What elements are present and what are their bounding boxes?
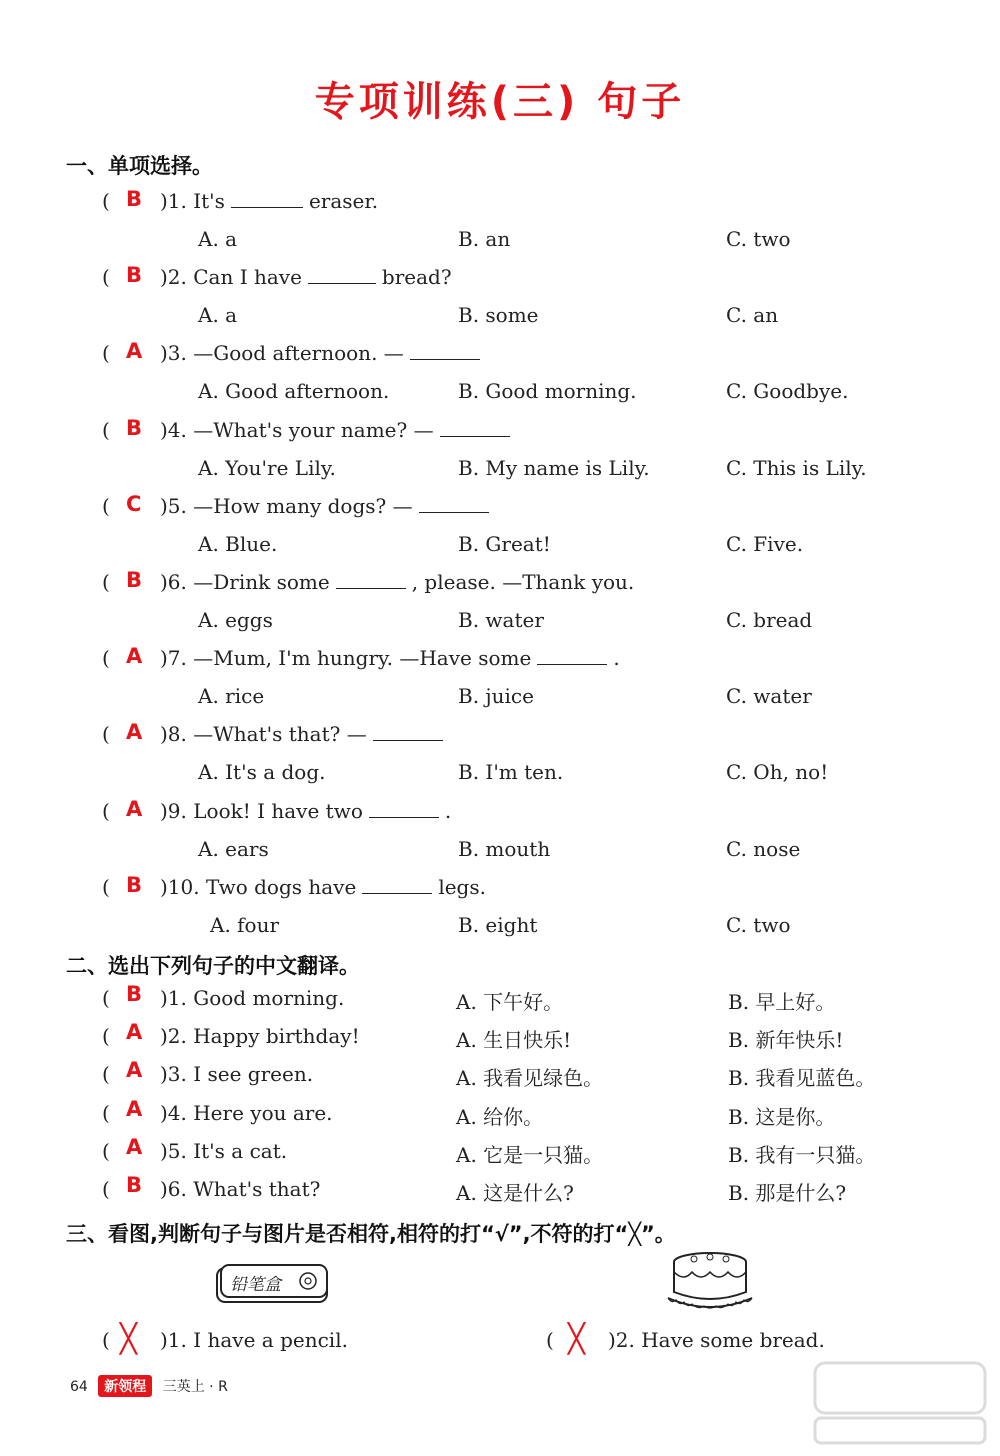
- question-row: [0, 490, 1000, 526]
- translation-row: [0, 1097, 1000, 1133]
- question-text: [160, 494, 495, 518]
- pencil-box-image: [214, 1262, 332, 1310]
- paren-open: (: [102, 646, 110, 670]
- option-b: B. My name is Lily.: [458, 456, 650, 480]
- answer-blank: [410, 341, 480, 360]
- option-b: B. 我看见蓝色。: [728, 1066, 876, 1090]
- section-2-heading: 二、选出下列句子的中文翻译。: [66, 954, 360, 978]
- option-a: A. You're Lily.: [198, 456, 336, 480]
- paren-open: (: [102, 494, 110, 518]
- answer-blank: [369, 799, 439, 818]
- question-prefix: )9. Look! I have two: [160, 799, 363, 823]
- translation-row: [0, 1135, 1000, 1171]
- option-a: A. Blue.: [198, 532, 278, 556]
- option-b: B. juice: [458, 684, 534, 708]
- question-text: [160, 189, 378, 213]
- answer-letter: A: [126, 339, 143, 363]
- option-a: A. 给你。: [456, 1105, 544, 1129]
- paren-open: (: [102, 189, 110, 213]
- question-prefix: )3. —Good afternoon. —: [160, 341, 404, 365]
- options-row: [0, 756, 1000, 792]
- option-a: A. ears: [198, 837, 269, 861]
- question-prefix: )10. Two dogs have: [160, 875, 357, 899]
- option-b: B. 早上好。: [728, 990, 836, 1014]
- options-row: [0, 680, 1000, 716]
- answer-letter: B: [126, 1173, 143, 1197]
- translation-row: [0, 1058, 1000, 1094]
- paren-open: (: [102, 1139, 110, 1163]
- option-b: B. some: [458, 303, 539, 327]
- question-row: [0, 185, 1000, 221]
- option-b: B. I'm ten.: [458, 760, 564, 784]
- question-prefix: )7. —Mum, I'm hungry. —Have some: [160, 646, 532, 670]
- answer-blank: [308, 265, 376, 284]
- option-a: A. 它是一只猫。: [456, 1143, 604, 1167]
- option-c: C. Oh, no!: [726, 760, 829, 784]
- question-text: )2. Happy birthday!: [160, 1024, 360, 1048]
- option-b: B. an: [458, 227, 511, 251]
- option-b: B. eight: [458, 913, 538, 937]
- option-a: A. Good afternoon.: [198, 379, 390, 403]
- options-row: [0, 375, 1000, 411]
- answer-letter: B: [126, 982, 143, 1006]
- option-a: A. It's a dog.: [198, 760, 326, 784]
- question-suffix: bread?: [381, 265, 452, 289]
- question-prefix: )8. —What's that? —: [160, 722, 367, 746]
- question-text: [160, 418, 516, 442]
- answer-letter: A: [126, 1097, 143, 1121]
- question-prefix: )5. —How many dogs? —: [160, 494, 413, 518]
- paren-open: (: [102, 1328, 110, 1352]
- option-c: C. nose: [726, 837, 801, 861]
- paren-open: (: [102, 265, 110, 289]
- answer-letter: C: [126, 492, 142, 516]
- options-row: [0, 223, 1000, 259]
- question-text: [160, 265, 452, 289]
- option-c: C. two: [726, 227, 791, 251]
- paren-open: (: [102, 799, 110, 823]
- question-text: [160, 799, 451, 823]
- option-c: C. water: [726, 684, 812, 708]
- question-row: [0, 337, 1000, 373]
- option-b: B. 我有一只猫。: [728, 1143, 876, 1167]
- brand-logo: 新领程: [98, 1375, 152, 1397]
- answer-letter: A: [126, 1058, 143, 1082]
- option-c: C. an: [726, 303, 779, 327]
- paren-open: (: [102, 341, 110, 365]
- question-text: [160, 570, 634, 594]
- page-number: 64: [70, 1379, 88, 1395]
- option-b: B. 这是你。: [728, 1105, 836, 1129]
- answer-blank: [373, 722, 443, 741]
- question-text: [160, 646, 620, 670]
- paren-open: (: [102, 418, 110, 442]
- option-b: B. Good morning.: [458, 379, 637, 403]
- question-suffix: .: [613, 646, 620, 670]
- question-suffix: eraser.: [308, 189, 379, 213]
- page-title: 专项训练(三) 句子: [314, 79, 686, 125]
- answer-blank: [336, 570, 406, 589]
- question-row: [0, 795, 1000, 831]
- paren-open: (: [102, 570, 110, 594]
- options-row: [0, 299, 1000, 335]
- paren-open: (: [102, 1177, 110, 1201]
- paren-open: (: [102, 986, 110, 1010]
- question-row: [0, 261, 1000, 297]
- question-text: [160, 341, 486, 365]
- question-text: )2. Have some bread.: [608, 1328, 825, 1352]
- answer-letter: B: [126, 568, 143, 592]
- section-3-item-2: [0, 1324, 1000, 1360]
- answer-letter: A: [126, 797, 143, 821]
- option-c: C. two: [726, 913, 791, 937]
- question-text: )1. I have a pencil.: [160, 1328, 348, 1352]
- options-row: [0, 452, 1000, 488]
- question-prefix: )4. —What's your name? —: [160, 418, 434, 442]
- option-a: A. a: [198, 227, 238, 251]
- translation-row: [0, 1020, 1000, 1056]
- options-row: [0, 604, 1000, 640]
- question-row: [0, 414, 1000, 450]
- answer-letter: B: [126, 263, 143, 287]
- option-a: A. rice: [198, 684, 265, 708]
- answer-blank: [231, 189, 303, 208]
- question-text: )3. I see green.: [160, 1062, 314, 1086]
- pencil-box-label: 铅笔盒: [230, 1275, 281, 1295]
- question-prefix: )6. —Drink some: [160, 570, 330, 594]
- answer-letter: A: [126, 720, 143, 744]
- answer-letter: A: [126, 644, 143, 668]
- option-c: C. Five.: [726, 532, 804, 556]
- options-row: [0, 833, 1000, 869]
- paren-open: (: [102, 1024, 110, 1048]
- question-text: [160, 722, 449, 746]
- answer-mark: ╳: [568, 1322, 585, 1355]
- translation-row: [0, 982, 1000, 1018]
- paren-open: (: [102, 722, 110, 746]
- question-row: [0, 871, 1000, 907]
- footer: [70, 1375, 228, 1397]
- question-suffix: .: [444, 799, 452, 823]
- answer-blank: [440, 418, 510, 437]
- answer-blank: [419, 494, 489, 513]
- answer-letter: B: [126, 873, 143, 897]
- question-text: )1. Good morning.: [160, 986, 345, 1010]
- paren-open: (: [102, 1062, 110, 1086]
- question-row: [0, 718, 1000, 754]
- question-suffix: legs.: [438, 875, 486, 899]
- question-suffix: , please. —Thank you.: [411, 570, 635, 594]
- answer-mark: ╳: [120, 1322, 137, 1355]
- answer-letter: A: [126, 1020, 143, 1044]
- option-c: C. Goodbye.: [726, 379, 849, 403]
- question-text: )5. It's a cat.: [160, 1139, 288, 1163]
- answer-letter: B: [126, 187, 143, 211]
- watermark-icon: [810, 1358, 990, 1448]
- option-b: B. Great!: [458, 532, 551, 556]
- option-b: B. 新年快乐!: [728, 1028, 844, 1052]
- option-c: C. This is Lily.: [726, 456, 867, 480]
- paren-open: (: [102, 875, 110, 899]
- question-text: )6. What's that?: [160, 1177, 321, 1201]
- question-text: )4. Here you are.: [160, 1101, 333, 1125]
- answer-blank: [362, 875, 432, 894]
- section-1-heading: 一、单项选择。: [66, 154, 213, 178]
- answer-letter: B: [126, 416, 143, 440]
- option-a: A. 我看见绿色。: [456, 1066, 604, 1090]
- option-a: A. eggs: [198, 608, 273, 632]
- answer-blank: [537, 646, 607, 665]
- options-row: [0, 528, 1000, 564]
- grade-label: 三英上 · R: [162, 1379, 228, 1395]
- options-row: [0, 909, 1000, 945]
- paren-open: (: [102, 1101, 110, 1125]
- option-b: B. water: [458, 608, 544, 632]
- option-a: A. a: [198, 303, 238, 327]
- option-b: B. 那是什么?: [728, 1181, 847, 1205]
- question-text: [160, 875, 486, 899]
- answer-letter: A: [126, 1135, 143, 1159]
- translation-row: [0, 1173, 1000, 1209]
- option-a: A. 这是什么?: [456, 1181, 574, 1205]
- option-b: B. mouth: [458, 837, 551, 861]
- paren-open: (: [546, 1328, 554, 1352]
- option-c: C. bread: [726, 608, 813, 632]
- question-row: [0, 566, 1000, 602]
- cake-image: [664, 1248, 756, 1318]
- option-a: A. 下午好。: [456, 990, 564, 1014]
- question-prefix: )1. It's: [160, 189, 225, 213]
- question-row: [0, 642, 1000, 678]
- section-3-heading: 三、看图,判断句子与图片是否相符,相符的打“√”,不符的打“╳”。: [66, 1222, 676, 1246]
- option-a: A. four: [210, 913, 280, 937]
- option-a: A. 生日快乐!: [456, 1028, 572, 1052]
- question-prefix: )2. Can I have: [160, 265, 302, 289]
